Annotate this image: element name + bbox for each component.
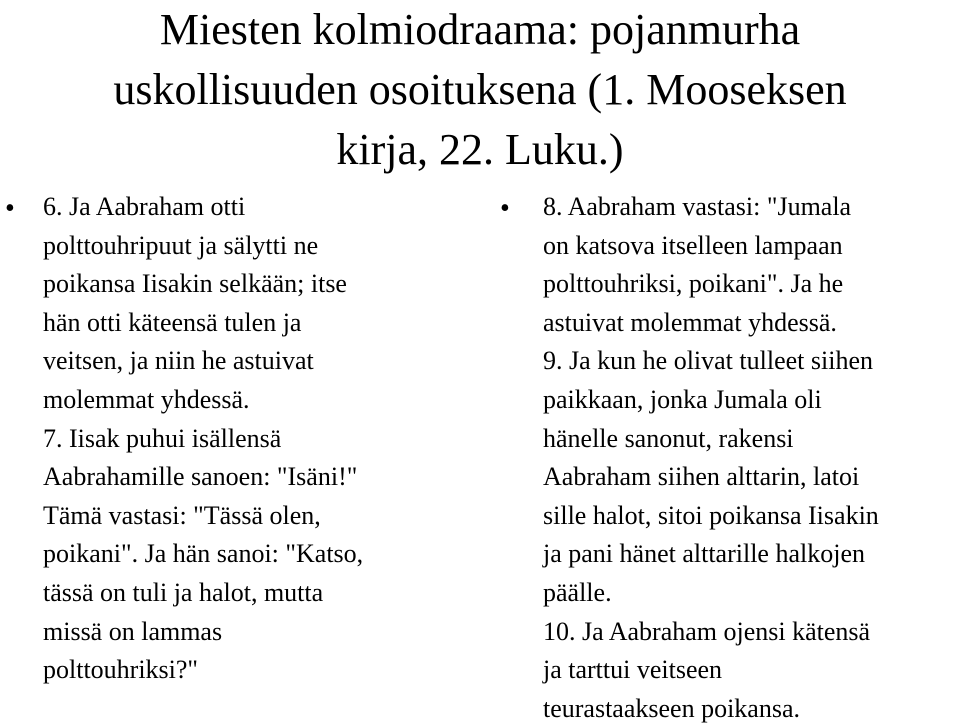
slide-title-line: uskollisuuden osoituksena (1. Mooseksen [113, 65, 847, 114]
left-text-column [0, 188, 470, 690]
text-line: 8. Aabraham vastasi: "Jumala [543, 192, 852, 221]
verse-paragraph [43, 188, 470, 690]
text-line: päälle. [543, 577, 612, 607]
text-line: ja tarttui veitseen [543, 655, 723, 685]
text-line: Aabraham siihen alttarin, latoi [543, 462, 860, 492]
text-line: poikani". Ja hän sanoi: "Katso, [43, 539, 364, 569]
text-line: astuivat molemmat yhdessä. [543, 307, 837, 337]
text-line: tässä on tuli ja halot, mutta [43, 577, 324, 607]
bullet-icon: • [500, 193, 510, 224]
text-line: 6. Ja Aabraham otti [43, 192, 246, 221]
text-line: 7. Iisak puhui isällensä [43, 423, 282, 453]
slide-title [40, 0, 920, 180]
text-line: sille halot, sitoi poikansa Iisakin [543, 500, 879, 530]
text-line: hän otti käteensä tulen ja [43, 307, 302, 337]
text-line: veitsen, ja niin he astuivat [43, 346, 314, 376]
text-line: Aabrahamille sanoen: "Isäni!" [43, 462, 358, 492]
text-line: paikkaan, jonka Jumala oli [543, 384, 822, 414]
text-line: molemmat yhdessä. [43, 384, 250, 414]
text-line: on katsova itselleen lampaan [543, 230, 843, 260]
text-line: ja pani hänet alttarille halkojen [543, 539, 865, 569]
text-line: teurastaakseen poikansa. [543, 693, 801, 723]
text-line: poikansa Iisakin selkään; itse [43, 269, 347, 299]
text-line: polttouhripuut ja sälytti ne [43, 230, 319, 260]
bullet-item [495, 188, 959, 728]
verse-paragraph [543, 188, 959, 728]
text-line: hänelle sanonut, rakensi [543, 423, 794, 453]
text-line: 9. Ja kun he olivat tulleet siihen [543, 346, 873, 376]
text-line: Tämä vastasi: "Tässä olen, [43, 500, 321, 530]
text-line: 10. Ja Aabraham ojensi kätensä [543, 616, 871, 646]
right-text-column [495, 188, 959, 728]
slide-title-line: Miesten kolmiodraama: pojanmurha [159, 5, 801, 54]
bullet-item [0, 188, 470, 690]
text-line: polttouhriksi?" [43, 655, 199, 685]
text-line: missä on lammas [43, 616, 223, 646]
slide-title-line: kirja, 22. Luku.) [336, 125, 624, 174]
text-line: polttouhriksi, poikani". Ja he [543, 269, 844, 299]
bullet-icon: • [5, 193, 15, 224]
